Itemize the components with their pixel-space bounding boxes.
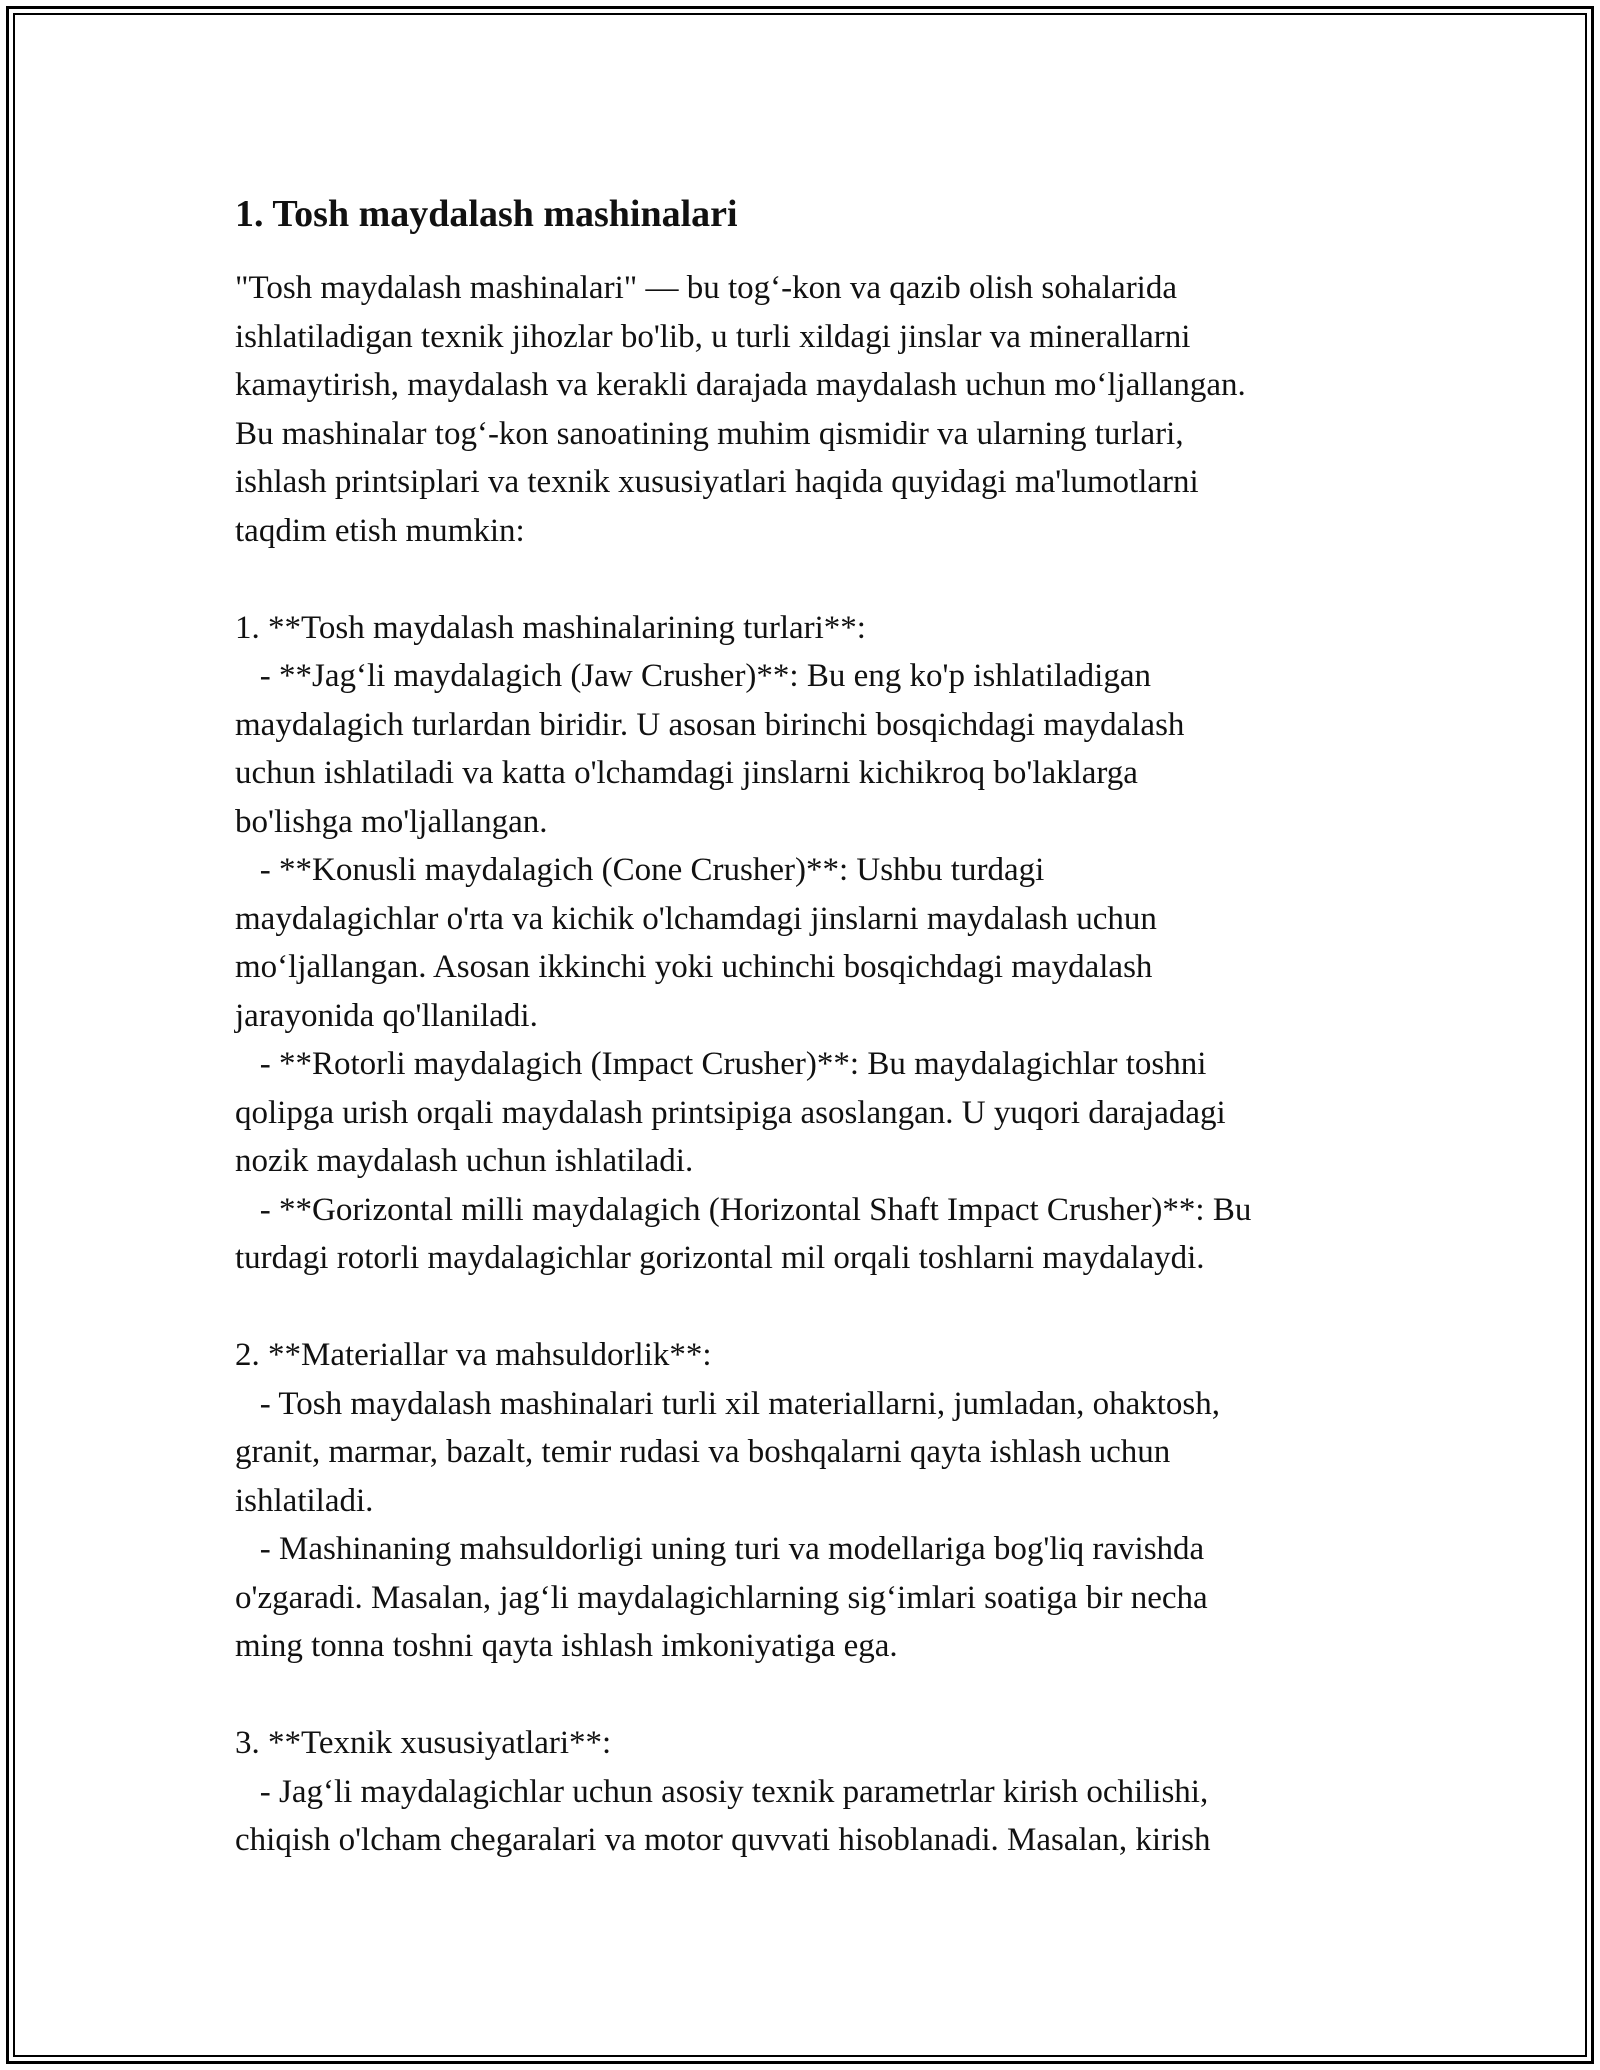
section-heading: 1. Tosh maydalash mashinalari bbox=[235, 193, 738, 235]
body-text: "Tosh maydalash mashinalari" — bu tog‘-kon va qazib olish sohalarida ishlatiladigan texnik jihozlar bo'lib, u turli xildagi jinslar va minerallarni kamaytirish, maydalash va kerakli darajada maydalash uchun mo‘ljallangan. Bu mashinalar tog‘-kon sanoatining muhim qismidir va ularning turlari, ishlash printsiplari va texnik xususiyatlari haqida quyidagi ma'lumotlarni taqdim etish mumkin: 1. **Tosh maydalash mashinalarining turlari**: - **Jag‘li maydalagich (Jaw Crusher)**: Bu eng ko'p ishlatiladigan maydalagich turlardan biridir. U asosan birinchi bosqichdagi maydalash uchun ishlatiladi va katta o'lchamdagi jinslarni kichikroq bo'laklarga bo'lishga mo'ljallangan. - **Konusli maydalagich (Cone Crusher)**: Ushbu turdagi maydalagichlar o'rta va kichik o'lchamdagi jinslarni maydalash uchun mo‘ljallangan. Asosan ikkinchi yoki uchinchi bosqichdagi maydalash jarayonida qo'llaniladi. - **Rotorli maydalagich (Impact Crusher)**: Bu maydalagichlar toshni qolipga urish orqali maydalash printsipiga asoslangan. U yuqori darajadagi nozik maydalash uchun ishlatiladi. - **Gorizontal milli maydalagich (Horizontal Shaft Impact Crusher)**: Bu turdagi rotorli maydalagichlar gorizontal mil orqali toshlarni maydalaydi. 2. **Materiallar va mahsuldorlik**: - Tosh maydalash mashinalari turli xil materiallarni, jumladan, ohaktosh, granit, marmar, bazalt, temir rudasi va boshqalarni qayta ishlash uchun ishlatiladi. - Mashinaning mahsuldorligi uning turi va modellariga bog'liq ravishda o'zgaradi. Masalan, jag‘li maydalagichlarning sig‘imlari soatiga bir necha ming tonna toshni qayta ishlash imkoniyatiga ega. 3. **Texnik xususiyatlari**: - Jag‘li maydalagichlar uchun asosiy texnik parametrlar kirish ochilishi, chiqish o'lcham chegaralari va motor quvvati hisoblanadi. Masalan, kirish bbox=[235, 270, 1252, 1858]
document-content bbox=[235, 186, 1385, 1865]
